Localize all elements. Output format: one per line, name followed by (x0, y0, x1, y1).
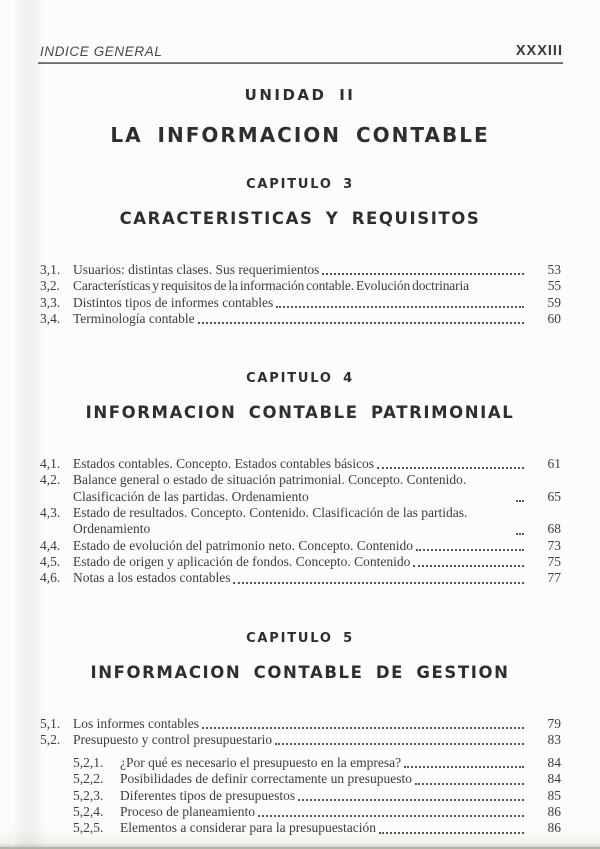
entry-number: 5,2. (40, 731, 61, 747)
entry-title: Presupuesto y control presupuestario (73, 731, 273, 747)
toc-entry (40, 771, 561, 787)
entry-page-number: 73 (547, 537, 561, 553)
entry-title: Proceso de planeamiento (120, 804, 255, 820)
entry-title: Estados contables. Concepto. Estados contables básicos (73, 456, 375, 472)
entry-page-number: 85 (547, 787, 561, 803)
entry-number: 3,1. (40, 262, 61, 277)
entry-number: 5,2,5. (73, 820, 104, 836)
dot-leader (202, 727, 524, 729)
toc-entry-list (40, 716, 561, 837)
chapter-label: CAPITULO 3 (246, 177, 354, 192)
entry-title: Posibilidades de definir correctamente un presupuesto (120, 771, 413, 787)
toc-entry (40, 788, 561, 804)
dot-leader (233, 582, 524, 584)
toc-entry-list (40, 262, 561, 327)
dot-leader (415, 783, 524, 785)
entry-page-number: 86 (547, 804, 561, 820)
toc-entry (40, 262, 561, 278)
entry-number: 4,2. (40, 472, 61, 488)
entry-title: Distintos tipos de informes contables (73, 294, 274, 310)
entry-title: Elementos a considerar para la presupuestación (120, 820, 377, 836)
entry-page-number: 84 (547, 755, 561, 771)
toc-entry (40, 505, 561, 538)
entry-number: 4,6. (40, 570, 61, 586)
toc-entry (40, 554, 561, 570)
running-head-title: INDICE GENERAL (40, 44, 163, 59)
entry-page-number: 75 (547, 553, 561, 569)
chapter-section (0, 177, 600, 327)
entry-title: Notas a los estados contables (73, 570, 231, 586)
unit-title: LA INFORMACION CONTABLE (110, 123, 490, 147)
dot-leader (198, 322, 524, 324)
dot-leader (413, 565, 524, 567)
entry-page-number: 55 (547, 278, 561, 294)
entry-page-number: 61 (547, 456, 561, 472)
entry-title: Estado de resultados. Concepto. Contenido. Clasificación de las partidas. Ordenamiento (73, 505, 468, 537)
chapters-container (0, 177, 600, 837)
toc-entry (40, 295, 561, 311)
dot-leader (377, 467, 524, 469)
entry-page-number: 59 (547, 294, 561, 310)
toc-entry (40, 755, 561, 771)
entry-title: Terminología contable (73, 310, 195, 326)
entry-page-number: 79 (547, 715, 561, 731)
entry-number: 3,2. (40, 278, 60, 294)
entry-title: Los informes contables (73, 715, 199, 731)
dot-leader (276, 306, 524, 308)
entry-number: 5,2,4. (73, 804, 104, 820)
toc-entry-list (40, 456, 561, 586)
toc-entry (40, 820, 561, 836)
dot-leader (298, 799, 524, 801)
dot-leader (516, 500, 524, 502)
unit-label: UNIDAD II (244, 86, 356, 104)
dot-leader (275, 743, 524, 745)
entry-page-number: 77 (547, 570, 561, 586)
entry-page-number: 53 (547, 262, 561, 277)
chapter-title: INFORMACION CONTABLE PATRIMONIAL (85, 403, 515, 423)
folio-page-number: XXXIII (515, 43, 563, 59)
entry-number: 3,3. (40, 294, 61, 310)
entry-title: Usuarios: distintas clases. Sus requerimientos (73, 262, 320, 277)
running-head (40, 43, 563, 59)
entry-number: 5,2,3. (73, 787, 104, 803)
toc-entry (40, 456, 561, 472)
dot-leader (322, 273, 524, 275)
chapter-label: CAPITULO 4 (246, 371, 354, 387)
dot-leader (516, 533, 524, 535)
header-rule (38, 62, 563, 64)
toc-entry (40, 278, 561, 294)
entry-page-number: 86 (547, 820, 561, 836)
entry-number: 3,4. (40, 310, 61, 326)
entry-number: 5,1. (40, 715, 61, 731)
toc-entry (40, 732, 561, 748)
dot-leader (404, 766, 524, 768)
entry-title: Diferentes tipos de presupuestos (120, 787, 296, 803)
entry-number: 4,4. (40, 537, 61, 553)
entry-number: 5,2,1. (73, 755, 104, 771)
toc-entry (40, 538, 561, 554)
entry-title: Estado de origen y aplicación de fondos. Concepto. Contenido (73, 553, 411, 569)
entry-number: 4,1. (40, 456, 61, 472)
entry-page-number: 60 (547, 310, 561, 326)
dot-leader (258, 815, 524, 817)
chapter-section (0, 631, 600, 837)
entry-title: ¿Por qué es necesario el presupuesto en la empresa? (120, 755, 402, 771)
chapter-title: INFORMACION CONTABLE DE GESTION (90, 662, 510, 682)
entry-page-number: 65 (547, 488, 561, 504)
dot-leader (416, 549, 524, 551)
entry-title: Estado de evolución del patrimonio neto. Concepto. Contenido (73, 537, 414, 553)
chapter-title: CARACTERISTICAS Y REQUISITOS (119, 209, 481, 228)
entry-page-number: 83 (547, 731, 561, 747)
entry-number: 5,2,2. (73, 771, 104, 787)
dot-leader (379, 832, 524, 834)
toc-entry (40, 570, 561, 586)
toc-entry (40, 804, 561, 820)
entry-page-number: 84 (547, 771, 561, 787)
toc-entry (40, 311, 561, 327)
chapter-section (0, 371, 600, 586)
entry-title: Balance general o estado de situación patrimonial. Concepto. Contenido. Clasificación de las partidas. Ordenamiento (73, 472, 467, 504)
entry-number: 4,5. (40, 553, 61, 569)
entry-title: Características y requisitos de la información contable. Evolución doctrinaria (73, 278, 469, 294)
chapter-label: CAPITULO 5 (246, 630, 354, 646)
entry-page-number: 68 (547, 521, 561, 537)
toc-entry (40, 472, 561, 505)
entry-number: 4,3. (40, 505, 61, 521)
toc-entry (40, 716, 561, 732)
